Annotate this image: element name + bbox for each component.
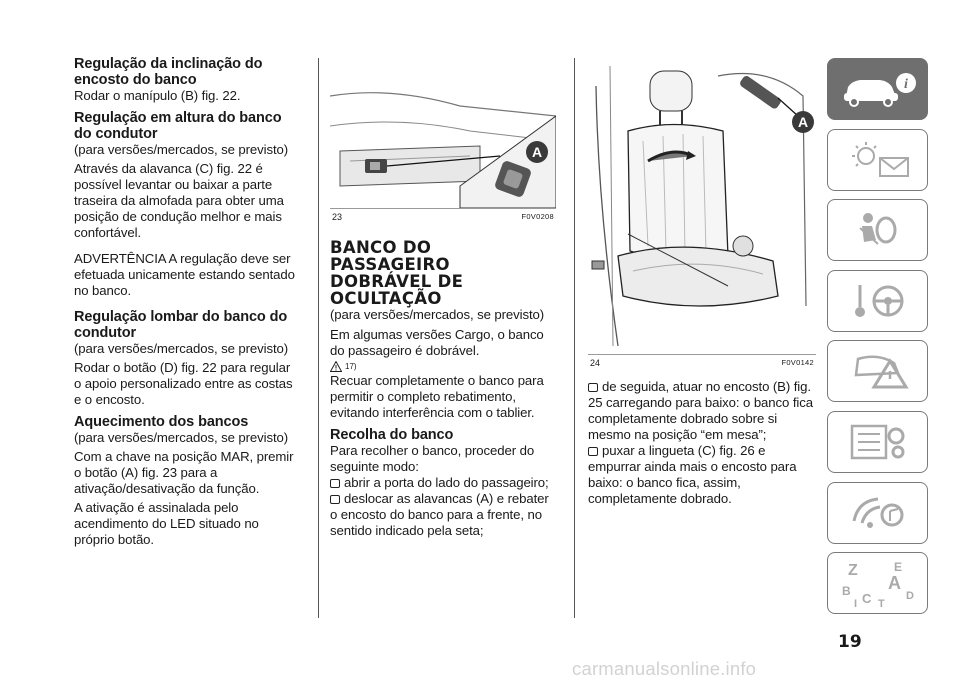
text-seat-height: Através da alavanca (C) fig. 22 é possível levantar ou baixar a parte traseira da almofada para obter uma posição de condução melhor e mais confortável. [74, 161, 284, 240]
key-steering-icon [838, 279, 918, 323]
checkbox-bullet-icon [330, 479, 340, 488]
figure-23 [330, 56, 556, 222]
tab-emergency[interactable] [827, 340, 928, 402]
tab-index[interactable] [827, 552, 928, 614]
bullet-text: abrir a porta do lado do passageiro; [344, 475, 549, 490]
bullet-pull-tab [588, 443, 816, 507]
index-letter-a: A [887, 573, 901, 594]
maintenance-gear-icon [838, 420, 918, 464]
bullet-text: de seguida, atuar no encosto (B) fig. 25 carregando para baixo: o banco fica completamente dobrado sobre si mesmo na posição “em mesa”; [588, 379, 813, 442]
text-lumbar-note: (para versões/mercados, se previsto) [74, 341, 289, 356]
column-divider [574, 58, 575, 618]
text-passenger-note: (para versões/mercados, se previsto) [330, 307, 545, 322]
section-title: BANCO DO PASSAGEIRO DOBRÁVEL DE OCULTAÇÃO [330, 238, 464, 308]
checkbox-bullet-icon [588, 447, 598, 456]
tab-safety[interactable] [827, 199, 928, 261]
bullet-levers [330, 491, 556, 539]
watermark: carmanualsonline.info [572, 658, 757, 679]
heading-fold-seat: Recolha do banco [330, 427, 454, 443]
page-number: 19 [838, 632, 862, 652]
text-seat-height-note: (para versões/mercados, se previsto) [74, 142, 289, 157]
bullet-open-door [330, 475, 556, 491]
column-divider [318, 58, 319, 618]
index-abc-icon [838, 557, 918, 609]
text-heating-led: A ativação é assinalada pelo acendimento do LED situado no próprio botão. [74, 500, 259, 547]
text-fold-intro: Para recolher o banco, proceder do seguinte modo: [330, 443, 535, 474]
heading-backrest-incline: Regulação da inclinação do encosto do banco [74, 56, 263, 88]
bullet-text: puxar a lingueta (C) fig. 26 e empurrar ainda mais o encosto para baixo: o banco fica, assim, completamente dobrado. [588, 443, 797, 506]
bullet-push-backrest [588, 379, 816, 443]
figure-24-callout-a: A [797, 114, 809, 130]
text-move-back: Recuar completamente o banco para permitir o completo rebatimento, evitando interferência com o tablier. [330, 373, 544, 420]
tab-start-driving[interactable] [827, 270, 928, 332]
car-info-icon [838, 69, 918, 109]
figure-23-number: 23 [332, 212, 343, 222]
figure-23-illustration [330, 56, 556, 208]
airbag-icon [838, 208, 918, 252]
tab-lights-messages[interactable] [827, 129, 928, 191]
text-warning: ADVERTÊNCIA A regulação deve ser efetuada unicamente estando sentado no banco. [74, 251, 295, 298]
multimedia-icon [838, 491, 918, 535]
index-letter-c: C [861, 591, 871, 607]
text-passenger-foldable: Em algumas versões Cargo, o banco do passageiro é dobrável. [330, 327, 544, 358]
figure-24-illustration [588, 56, 816, 354]
index-letter-e: E [893, 560, 902, 575]
chapter-tabs [827, 58, 928, 623]
text-backrest-incline: Rodar o manípulo (B) fig. 22. [74, 88, 241, 103]
index-letter-t: T [877, 598, 885, 610]
column-3 [588, 56, 816, 507]
text-heating-note: (para versões/mercados, se previsto) [74, 430, 289, 445]
warning-triangle-icon [330, 361, 342, 372]
bullet-text: deslocar as alavancas (A) e rebater o encosto do banco para a frente, no sentido indicado pela seta; [330, 491, 549, 538]
tab-car-info[interactable] [827, 58, 928, 120]
svg-text:i: i [903, 77, 908, 92]
index-letter-d: D [905, 590, 914, 603]
checkbox-bullet-icon [330, 495, 340, 504]
index-letter-z: Z [847, 562, 858, 580]
figure-24 [588, 56, 816, 368]
heading-seat-heating: Aquecimento dos bancos [74, 414, 249, 430]
heading-seat-height: Regulação em altura do banco do condutor [74, 110, 282, 142]
text-heating: Com a chave na posição MAR, premir o botão (A) fig. 23 para a ativação/desativação da função. [74, 449, 294, 496]
text-lumbar: Rodar o botão (D) fig. 22 para regular o apoio personalizado entre as costas e o encosto. [74, 360, 293, 407]
warning-road-icon [838, 349, 918, 393]
warning-reference [330, 359, 556, 373]
tab-multimedia[interactable] [827, 482, 928, 544]
tab-maintenance[interactable] [827, 411, 928, 473]
column-1 [74, 56, 300, 548]
checkbox-bullet-icon [588, 383, 598, 392]
column-2 [330, 56, 556, 539]
index-letter-b: B [841, 584, 851, 599]
figure-23-callout-a: A [531, 144, 543, 160]
figure-24-code: F0V0142 [781, 358, 814, 367]
heading-lumbar: Regulação lombar do banco do condutor [74, 309, 288, 341]
figure-24-number: 24 [590, 358, 601, 368]
warning-ref-number: 17) [345, 361, 357, 371]
lights-envelope-icon [838, 138, 918, 182]
figure-23-code: F0V0208 [521, 212, 554, 221]
index-letter-i: I [853, 598, 857, 610]
